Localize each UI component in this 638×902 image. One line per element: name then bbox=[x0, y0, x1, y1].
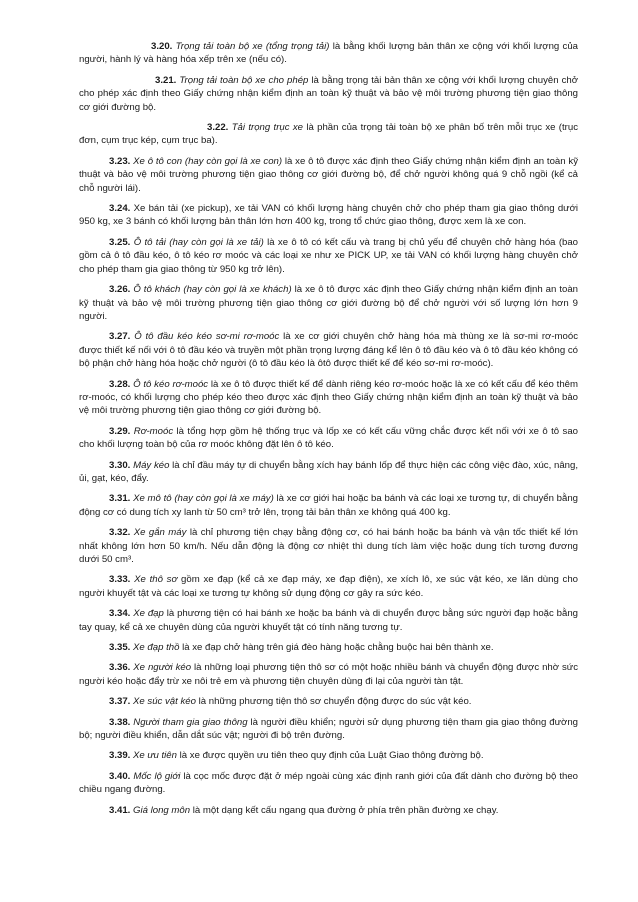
defined-term: Máy kéo bbox=[133, 459, 170, 471]
defined-term: Người tham gia giao thông bbox=[133, 716, 248, 728]
clause-number: 3.26. bbox=[109, 284, 131, 296]
clause-number: 3.33. bbox=[109, 574, 131, 586]
defined-term: Xe người kéo bbox=[133, 662, 192, 674]
defined-term: Xe ô tô con (hay còn gọi là xe con) bbox=[133, 155, 283, 167]
definition-3-33 bbox=[79, 573, 578, 600]
defined-term: Xe đạp thồ bbox=[133, 642, 180, 654]
defined-term: Xe đạp bbox=[133, 608, 164, 620]
definition-3-24 bbox=[79, 202, 578, 229]
clause-number: 3.34. bbox=[109, 608, 131, 620]
definition-text: là chỉ đầu máy tự di chuyển bằng xích hay bánh lốp để thực hiện các công việc đào, xúc, nâng, ủi, gạt, kéo, đẩy. bbox=[79, 459, 578, 484]
definition-text: là tổng hợp gồm hệ thống trục và lốp xe có kết cấu vững chắc được kết nối với xe ô tô sao cho khối lượng toàn bộ của rơ moóc không đặt lên ô tô kéo. bbox=[79, 425, 578, 451]
clause-number: 3.32. bbox=[109, 527, 131, 539]
clause-number: 3.41. bbox=[109, 804, 131, 816]
definition-3-21 bbox=[79, 74, 578, 114]
definition-3-39 bbox=[79, 749, 578, 762]
definition-3-28 bbox=[79, 378, 578, 418]
clause-number: 3.40. bbox=[109, 770, 131, 782]
definition-text: là xe ô tô được xác định theo Giấy chứng nhận kiểm định an toàn kỹ thuật và bảo vệ môi trường phương tiện giao thông cơ giới đường bộ, để chở người không quá 9 chỗ ngồi (kể cả chỗ người lái). bbox=[79, 155, 578, 194]
definition-3-29 bbox=[79, 425, 578, 452]
definition-text: là phần của trọng tải toàn bộ xe phân bố trên mỗi trục xe (trục đơn, cụm trục kép, cụm trục ba). bbox=[79, 122, 578, 147]
definition-3-36 bbox=[79, 661, 578, 688]
definition-3-31 bbox=[79, 492, 578, 519]
definition-text: gồm xe đạp (kể cả xe đạp máy, xe đạp điện), xe xích lô, xe súc vật kéo, xe lăn dùng cho người khuyết tật và các loại xe tương tự không sử dụng động cơ gây ra sức kéo. bbox=[79, 574, 579, 599]
clause-number: 3.31. bbox=[109, 493, 131, 505]
definition-text: là cọc mốc được đặt ở mép ngoài cùng xác định ranh giới của đất dành cho đường bộ theo chiều ngang đường. bbox=[79, 770, 578, 796]
clause-number: 3.27. bbox=[109, 331, 131, 343]
clause-number: 3.22. bbox=[207, 122, 229, 134]
definition-text: là xe cơ giới chuyên chở hàng hóa mà thùng xe là sơ-mi rơ-moóc được thiết kế nối với ô tô đầu kéo và truyền một phần trọng lượng đáng kể lên ô tô đầu kéo và ô tô đầu kéo không có bộ phận chở hàng hóa hoặc chở người (ô tô đầu kéo là ôtô được thiết kế để kéo sơ-mi rơ-moóc). bbox=[79, 331, 578, 370]
definition-text: là xe ô tô được xác định theo Giấy chứng nhận kiểm định an toàn kỹ thuật và bảo vệ môi trường phương tiện giao thông cơ giới đường bộ để chở người với số lượng lớn hơn 9 người. bbox=[79, 284, 579, 322]
definition-3-38 bbox=[79, 716, 578, 743]
defined-term: Ô tô kéo rơ-moóc bbox=[133, 378, 209, 390]
definition-3-23 bbox=[79, 155, 578, 195]
clause-number: 3.21. bbox=[155, 74, 177, 86]
definition-3-34 bbox=[79, 607, 578, 634]
clause-number: 3.30. bbox=[109, 459, 131, 471]
definition-text: là người điều khiển; người sử dụng phương tiện tham gia giao thông đường bộ; người điều khiển, dẫn dắt súc vật; người đi bộ trên đường. bbox=[79, 716, 578, 742]
definition-3-27 bbox=[79, 330, 578, 370]
defined-term: Xe ưu tiên bbox=[133, 750, 177, 762]
definition-text: là bằng trọng tải bản thân xe cộng với khối lượng chuyên chở cho phép xác định theo Giấy chứng nhận kiểm định an toàn kỹ thuật và bảo vệ môi trường phương tiện giao thông cơ giới đường bộ. bbox=[79, 74, 578, 113]
definition-3-41 bbox=[79, 804, 578, 817]
defined-term: Mốc lộ giới bbox=[133, 770, 181, 782]
clause-number: 3.38. bbox=[109, 716, 131, 728]
definition-text: là phương tiện có hai bánh xe hoặc ba bánh và di chuyển được bằng sức người đạp hoặc bằng tay quay, kể cả xe chuyên dùng của người khuyết tật có tính năng tương tự. bbox=[79, 608, 578, 633]
clause-number: 3.25. bbox=[109, 236, 131, 248]
definition-3-32 bbox=[79, 526, 578, 566]
definition-text: là xe ô tô được thiết kế để dành riêng kéo rơ-moóc hoặc là xe có kết cấu để kéo thêm rơ-moóc, có khối lượng cho phép kéo theo được xác định theo Giấy chứng nhận kiểm định an toàn kỹ thuật và bảo vệ môi trường phương tiện giao thông cơ giới đường bộ. bbox=[79, 378, 579, 417]
defined-term: Trọng tải toàn bộ xe (tổng trọng tải) bbox=[175, 41, 330, 52]
defined-term: Xe mô tô (hay còn gọi là xe máy) bbox=[133, 493, 274, 505]
defined-term: Xe gắn máy bbox=[133, 527, 187, 539]
clause-number: 3.23. bbox=[109, 155, 131, 167]
defined-term: Ô tô tải (hay còn gọi là xe tải) bbox=[133, 236, 264, 248]
definition-3-26 bbox=[79, 283, 578, 323]
clause-number: 3.29. bbox=[109, 425, 131, 437]
defined-term: Ô tô khách (hay còn gọi là xe khách) bbox=[133, 284, 292, 296]
defined-term: Xe súc vật kéo bbox=[133, 696, 196, 708]
definition-text: là những loại phương tiện thô sơ có một hoặc nhiều bánh và chuyển động được nhờ sức người kéo hoặc đẩy trừ xe nôi trẻ em và phương tiện chuyên dùng đi lại của người tàn tật. bbox=[79, 662, 578, 687]
definition-3-20 bbox=[79, 40, 578, 67]
definition-3-37 bbox=[79, 695, 578, 708]
definition-3-22 bbox=[79, 121, 578, 148]
clause-number: 3.39. bbox=[109, 750, 131, 762]
clause-number: 3.28. bbox=[109, 378, 131, 390]
definition-3-30 bbox=[79, 459, 578, 486]
clause-number: 3.36. bbox=[109, 662, 131, 674]
definition-text: là xe được quyền ưu tiên theo quy định của Luật Giao thông đường bộ. bbox=[176, 750, 484, 762]
definition-text: là xe cơ giới hai hoặc ba bánh và các loại xe tương tự, di chuyển bằng động cơ có dung tích xy lanh từ 50 cm³ trở lên, trọng tải bản thân xe không quá 400 kg. bbox=[79, 493, 578, 518]
definition-3-40 bbox=[79, 770, 578, 797]
defined-term: Rơ-moóc bbox=[133, 425, 174, 437]
defined-term: Trọng tải toàn bộ xe cho phép bbox=[179, 74, 309, 86]
clause-number: 3.24. bbox=[109, 203, 131, 215]
defined-term: Tải trọng trục xe bbox=[231, 122, 303, 134]
definition-text: là chỉ phương tiện chạy bằng động cơ, có hai bánh hoặc ba bánh và vận tốc thiết kế lớn nhất không lớn hơn 50 km/h. Nếu dẫn động là động cơ nhiệt thì dung tích làm việc hoặc dung tích tương đương dưới 50 cm³. bbox=[79, 527, 578, 565]
defined-term: Giá long môn bbox=[133, 804, 191, 816]
clause-number: 3.37. bbox=[109, 696, 131, 708]
definition-text: Xe bán tải (xe pickup), xe tải VAN có khối lượng hàng chuyên chở cho phép tham gia giao thông dưới 950 kg, xe 3 bánh có khối lượng bản thân lớn hơn 400 kg, trong tổ chức giao thông, được xem là xe con. bbox=[79, 203, 578, 228]
defined-term: Ô tô đầu kéo kéo sơ-mi rơ-moóc bbox=[134, 331, 280, 343]
definition-text: là bằng khối lượng bản thân xe cộng với khối lượng của người, hành lý và hàng hóa xếp trên xe (nếu có). bbox=[79, 41, 578, 66]
definition-text: là những phương tiện thô sơ chuyển động được do súc vật kéo. bbox=[195, 696, 472, 708]
definition-3-25 bbox=[79, 236, 578, 276]
definition-text: là xe đạp chở hàng trên giá đèo hàng hoặc chằng buộc hai bên thành xe. bbox=[179, 642, 494, 654]
definition-text: là xe ô tô có kết cấu và trang bị chủ yếu để chuyên chở hàng hóa (bao gồm cả ô tô đầu kéo, ô tô kéo rơ moóc và các loại xe như xe PICK UP, xe tải VAN có khối lượng hàng chuyên chở cho phép tham gia giao thông từ 950 kg trở lên). bbox=[79, 236, 579, 275]
definition-3-35 bbox=[79, 641, 578, 654]
clause-number: 3.20. bbox=[151, 41, 173, 52]
defined-term: Xe thô sơ bbox=[134, 574, 178, 586]
clause-number: 3.35. bbox=[109, 642, 131, 654]
definition-text: là một dạng kết cấu ngang qua đường ở phía trên phần đường xe chạy. bbox=[190, 804, 499, 816]
